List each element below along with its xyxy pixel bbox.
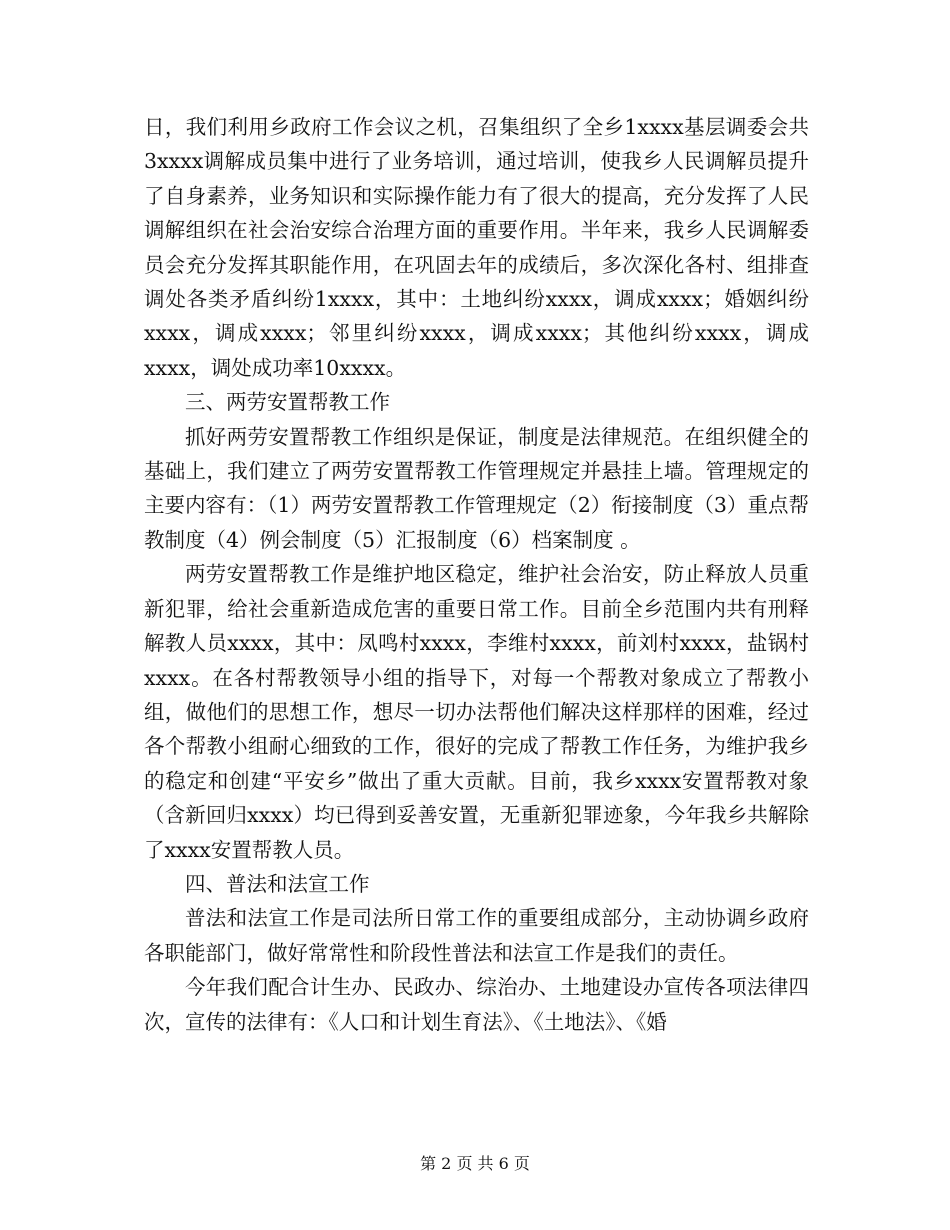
- section-heading: 三、两劳安置帮教工作: [185, 390, 390, 415]
- paragraph: 日，我们利用乡政府工作会议之机，召集组织了全乡1xxxx基层调委会共3xxxx调解成员集中进行了业务培训，通过培训，使我乡人民调解员提升了自身素养，业务知识和实际操作能力有了很大的提高，充分发挥了人民调解组织在社会治安综合治理方面的重要作用。半年来，我乡人民调解委员会充分发挥其职能作用，在巩固去年的成绩后，多次深化各村、组排查调处各类矛盾纠纷1xxxx，其中：土地纠纷xxxx，调成xxxx；婚姻纠纷xxxx，调成xxxx；邻里纠纷xxxx，调成xxxx；其他纠纷xxxx，调成xxxx，调处成功率10xxxx。: [144, 115, 809, 380]
- paragraph: 两劳安置帮教工作是维护地区稳定，维护社会治安，防止释放人员重新犯罪，给社会重新造成危害的重要日常工作。目前全乡范围内共有刑释解教人员xxxx，其中：凤鸣村xxxx，李维村xxxx，前刘村xxxx，盐锅村xxxx。在各村帮教领导小组的指导下，对每一个帮教对象成立了帮教小组，做他们的思想工作，想尽一切办法帮他们解决这样那样的困难，经过各个帮教小组耐心细致的工作，很好的完成了帮教工作任务，为维护我乡的稳定和创建“平安乡”做出了重大贡献。目前，我乡xxxx安置帮教对象（含新回归xxxx）均已得到妥善安置，无重新犯罪迹象，今年我乡共解除了xxxx安置帮教人员。: [144, 562, 809, 862]
- page-footer: 第 2 页 共 6 页: [420, 1154, 530, 1173]
- document-body: [144, 110, 809, 1039]
- section-heading: 四、普法和法宣工作: [185, 871, 370, 896]
- paragraph: 普法和法宣工作是司法所日常工作的重要组成部分，主动协调乡政府各职能部门，做好常常性和阶段性普法和法宣工作是我们的责任。: [144, 906, 809, 965]
- paragraph: 今年我们配合计生办、民政办、综治办、土地建设办宣传各项法律四次，宣传的法律有：《人口和计划生育法》、《土地法》、《婚: [144, 975, 809, 1034]
- paragraph: 抓好两劳安置帮教工作组织是保证，制度是法律规范。在组织健全的基础上，我们建立了两劳安置帮教工作管理规定并悬挂上墙。管理规定的主要内容有：（1）两劳安置帮教工作管理规定（2）衔接制度（3）重点帮教制度（4）例会制度（5）汇报制度（6）档案制度 。: [144, 424, 809, 552]
